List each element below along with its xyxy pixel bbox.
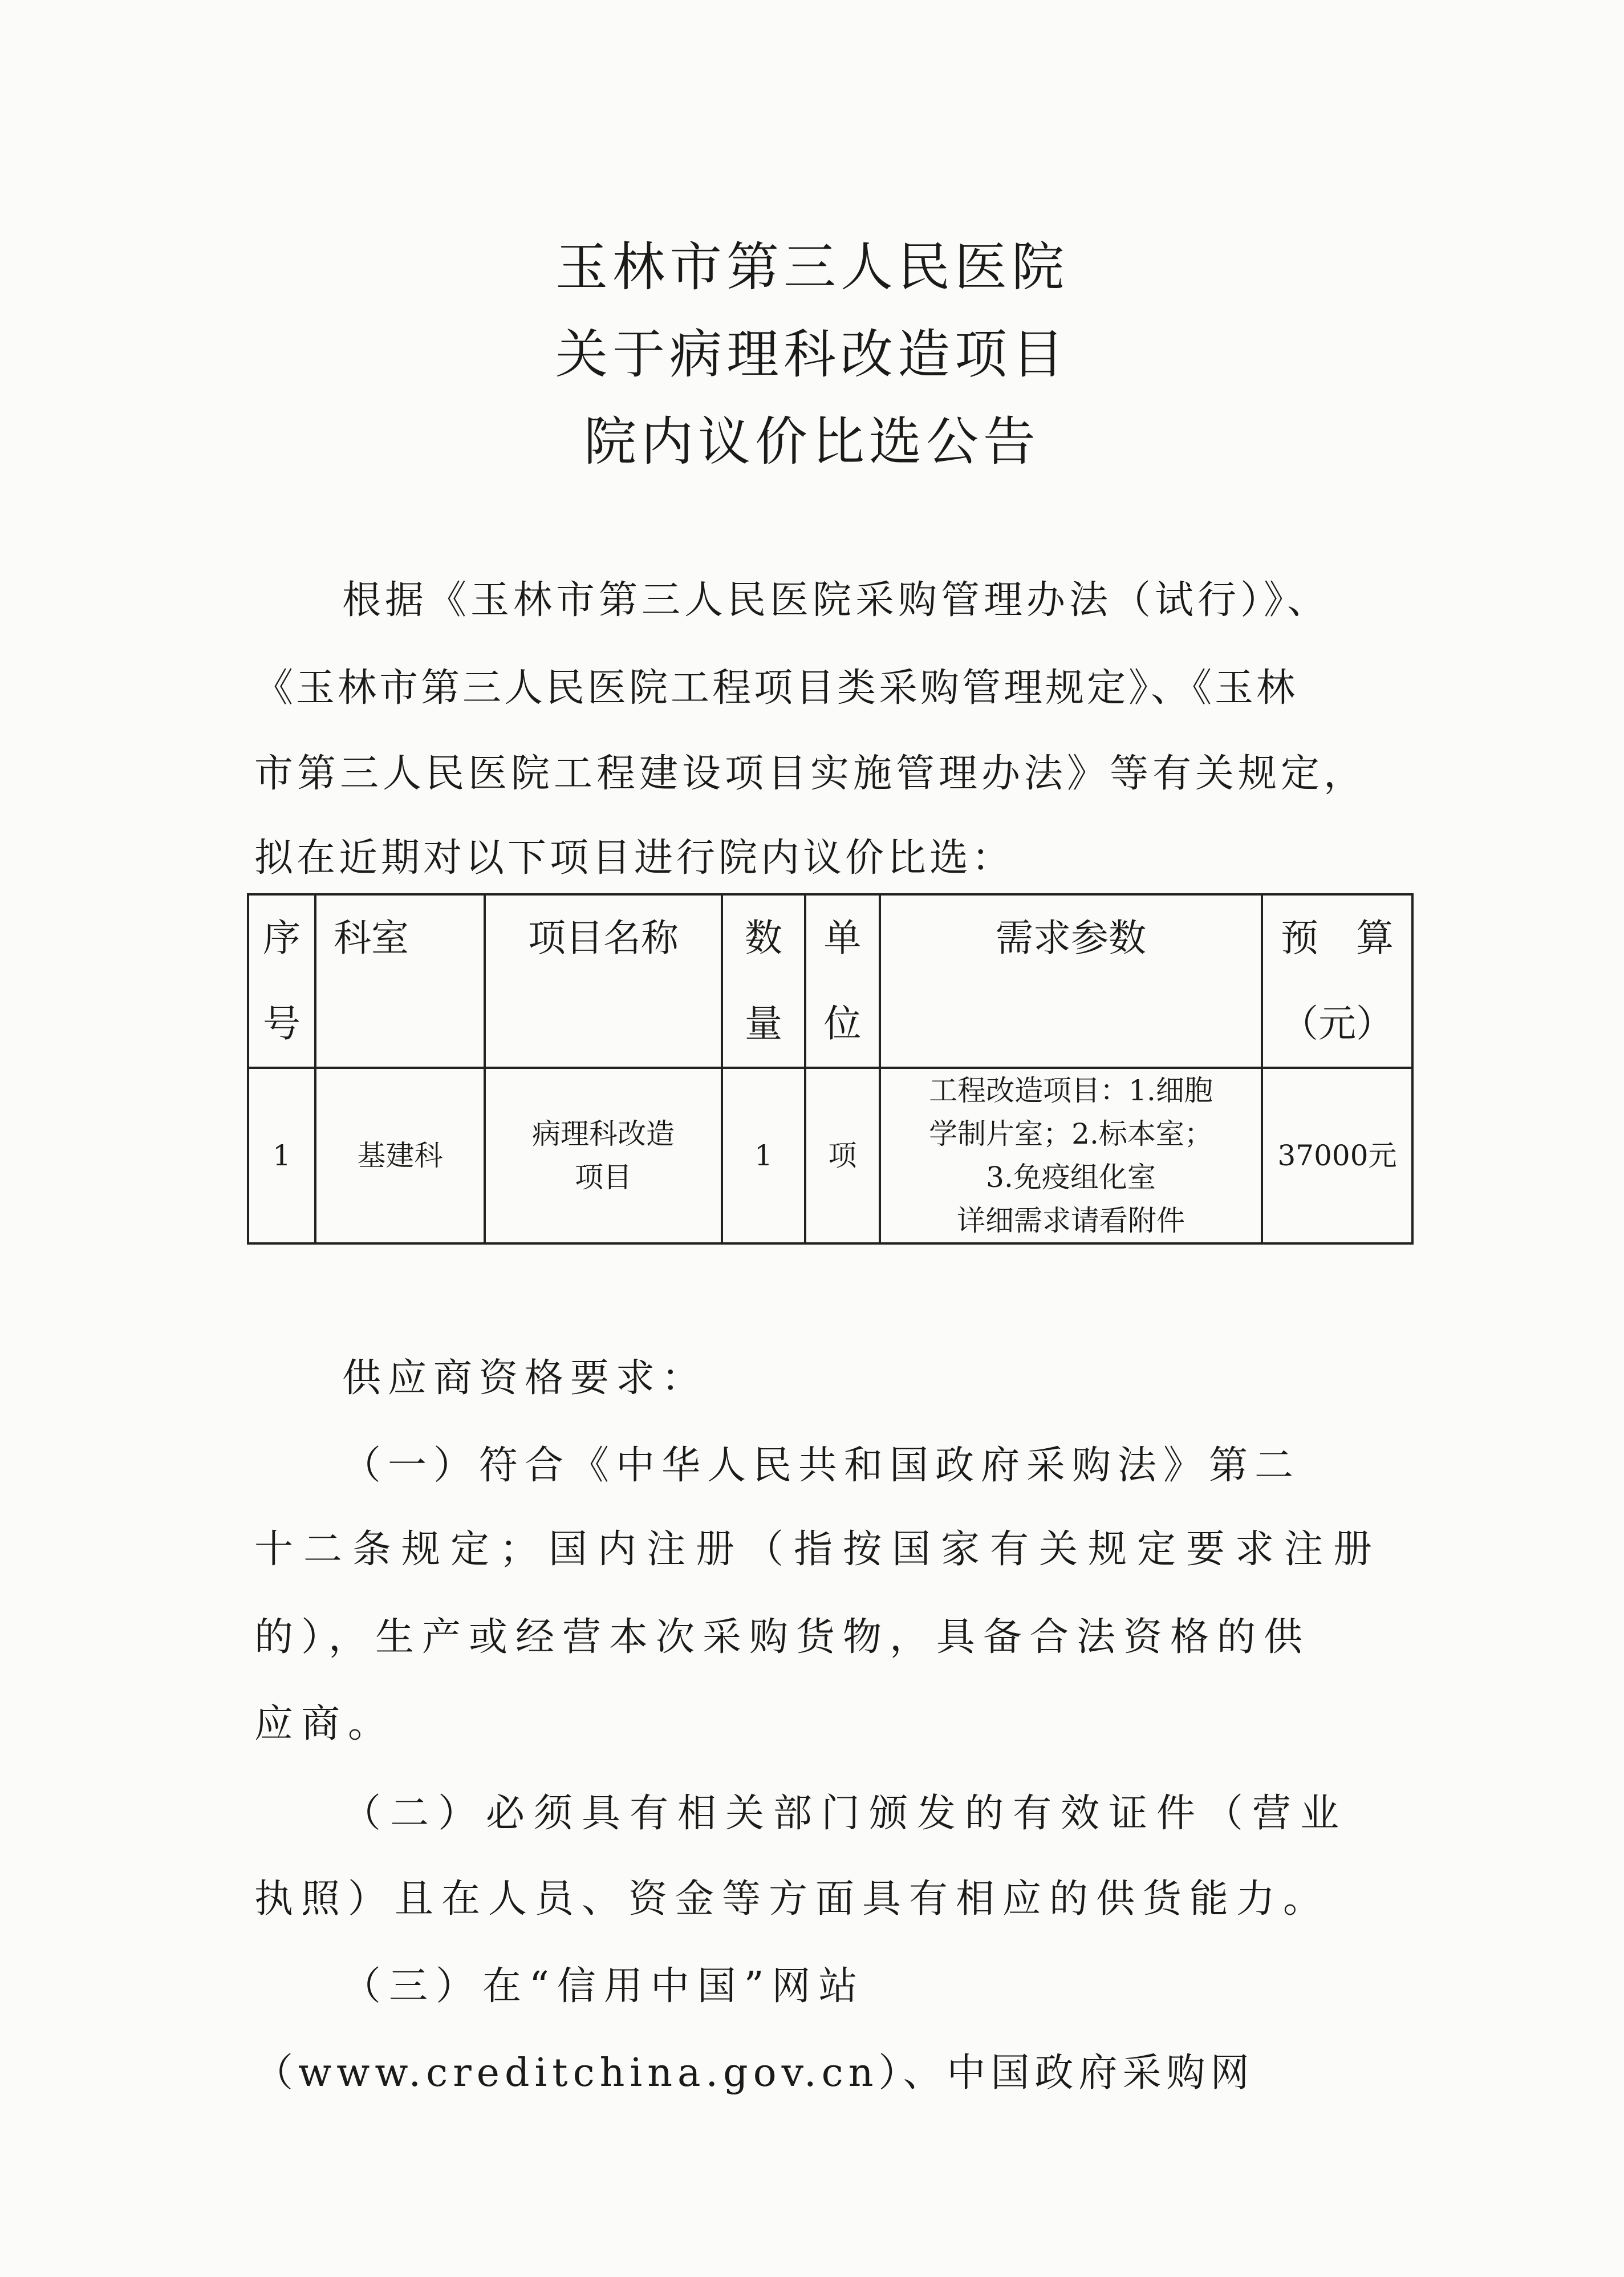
qualification-line-5: （二）必须具有相关部门颁发的有效证件（营业 — [342, 1791, 1349, 1836]
cell-qty: 1 — [722, 1068, 805, 1243]
cell-requirements — [880, 1068, 1262, 1243]
header-unit-line-1: 单 — [823, 916, 862, 960]
qualification-line-6: 执照）且在人员、资金等方面具有相应的供货能力。 — [254, 1877, 1330, 1922]
cell-dept: 基建科 — [315, 1068, 485, 1243]
cell-req-line-1: 工程改造项目：1.细胞 — [929, 1074, 1213, 1107]
intro-line-4: 拟在近期对以下项目进行院内议价比选： — [254, 836, 1014, 881]
cell-req-line-3: 3.免疫组化室 — [986, 1161, 1156, 1194]
header-requirements: 需求参数 — [880, 894, 1262, 1068]
intro-line-2: 《玉林市第三人民医院工程项目类采购管理规定》、《玉林 — [254, 666, 1298, 711]
cell-project-name-line-2: 项目 — [575, 1161, 632, 1194]
table-header-row — [248, 894, 1412, 1068]
intro-line-1: 根据《玉林市第三人民医院采购管理办法（试行）》、 — [342, 578, 1330, 623]
qualification-line-3: 的），生产或经营本次采购货物，具备合法资格的供 — [254, 1615, 1311, 1660]
cell-unit: 项 — [805, 1068, 880, 1243]
cell-project-name — [485, 1068, 722, 1243]
header-seq-line-1: 序 — [263, 916, 301, 960]
header-project-name: 项目名称 — [485, 894, 722, 1068]
header-budget-line-1: 预 算 — [1281, 916, 1394, 960]
procurement-table — [247, 893, 1414, 1245]
qualification-line-8: （www.creditchina.gov.cn）、中国政府采购网 — [254, 2051, 1254, 2096]
header-unit-line-2: 位 — [823, 1002, 862, 1046]
cell-project-name-line-1: 病理科改造 — [532, 1117, 675, 1150]
cell-budget: 37000元 — [1262, 1068, 1412, 1243]
qualification-line-7: （三）在“信用中国”网站 — [342, 1964, 866, 2009]
qualification-line-2: 十二条规定；国内注册（指按国家有关规定要求注册 — [254, 1527, 1383, 1572]
intro-line-3: 市第三人民医院工程建设项目实施管理办法》等有关规定， — [254, 751, 1367, 796]
header-qty — [722, 894, 805, 1068]
cell-req-line-4: 详细需求请看附件 — [957, 1204, 1185, 1237]
header-seq-line-2: 号 — [263, 1002, 301, 1046]
title-line-3: 院内议价比选公告 — [583, 411, 1040, 472]
header-budget-line-2: （元） — [1281, 1002, 1394, 1046]
header-dept: 科室 — [315, 894, 485, 1068]
header-qty-line-2: 量 — [745, 1002, 782, 1046]
qualification-line-1: （一）符合《中华人民共和国政府采购法》第二 — [342, 1443, 1301, 1488]
qualification-heading: 供应商资格要求： — [342, 1356, 708, 1401]
cell-seq: 1 — [248, 1068, 315, 1243]
header-unit — [805, 894, 880, 1068]
qualification-line-4: 应商。 — [254, 1701, 395, 1747]
header-seq — [248, 894, 315, 1068]
header-qty-line-1: 数 — [745, 916, 782, 960]
cell-req-line-2: 学制片室；2.标本室； — [929, 1117, 1213, 1150]
table-row — [248, 1068, 1412, 1243]
title-line-1: 玉林市第三人民医院 — [555, 237, 1069, 298]
title-line-2: 关于病理科改造项目 — [555, 324, 1069, 385]
header-budget — [1262, 894, 1412, 1068]
